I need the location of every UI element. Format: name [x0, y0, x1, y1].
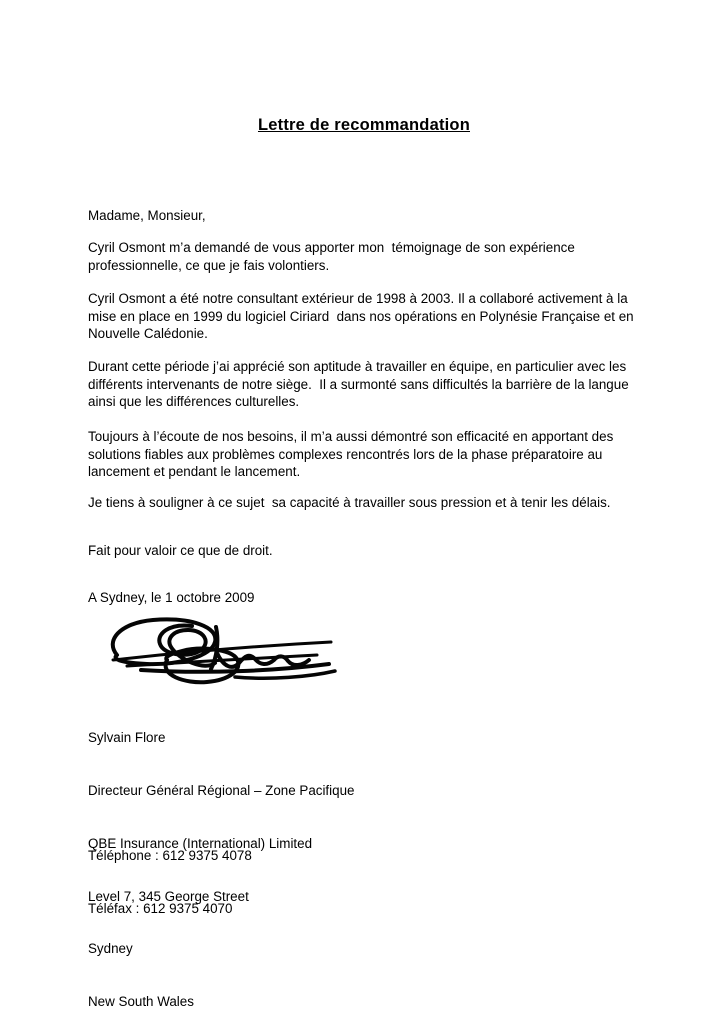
- body-paragraph-1: Cyril Osmont m’a demandé de vous apporter mon témoignage de son expérience professionnelle, ce que je fais volontiers.: [88, 240, 579, 273]
- phone-line: Téléphone : 612 9375 4078: [88, 848, 252, 864]
- handwritten-signature: [95, 613, 337, 689]
- signatory-company: QBE Insurance (International) Limited: [88, 835, 313, 851]
- contact-block: [88, 812, 646, 953]
- body-paragraph-5: Je tiens à souligner à ce sujet sa capacité à travailler sous pression et à tenir les délais.: [88, 495, 611, 510]
- signatory-role: Directeur Général Régional – Zone Pacifique: [88, 782, 355, 798]
- signatory-region: New South Wales: [88, 994, 194, 1010]
- signatory-city: Sydney: [88, 941, 133, 957]
- body-paragraph-2: Cyril Osmont a été notre consultant extérieur de 1998 à 2003. Il a collaboré activement à la mise en place en 1999 du logiciel Ciriard dans nos opérations en Polynésie Française et en Nouvelle Calédonie.: [88, 291, 638, 342]
- date-line: A Sydney, le 1 octobre 2009: [88, 590, 255, 605]
- signatory-address: Level 7, 345 George Street: [88, 888, 249, 904]
- body-paragraph-4: Toujours à l’écoute de nos besoins, il m’a aussi démontré son efficacité en apportant des solutions fiables aux problèmes complexes rencontrés lors de la phase préparatoire au lancement et pendant le lancement.: [88, 429, 618, 480]
- signature-scribble-icon: [95, 613, 337, 689]
- signatory-name: Sylvain Flore: [88, 730, 166, 746]
- closing-line: Fait pour valoir ce que de droit.: [88, 543, 273, 558]
- fax-line: Téléfax : 612 9375 4070: [88, 900, 233, 916]
- letter-title: Lettre de recommandation: [257, 116, 470, 134]
- salutation: Madame, Monsieur,: [88, 208, 206, 223]
- body-paragraph-3: Durant cette période j’ai apprécié son aptitude à travailler en équipe, en particulier avec les différents intervenants de notre siège. Il a surmonté sans difficultés la barrière de la langue ainsi que les différences culturelles.: [88, 359, 633, 410]
